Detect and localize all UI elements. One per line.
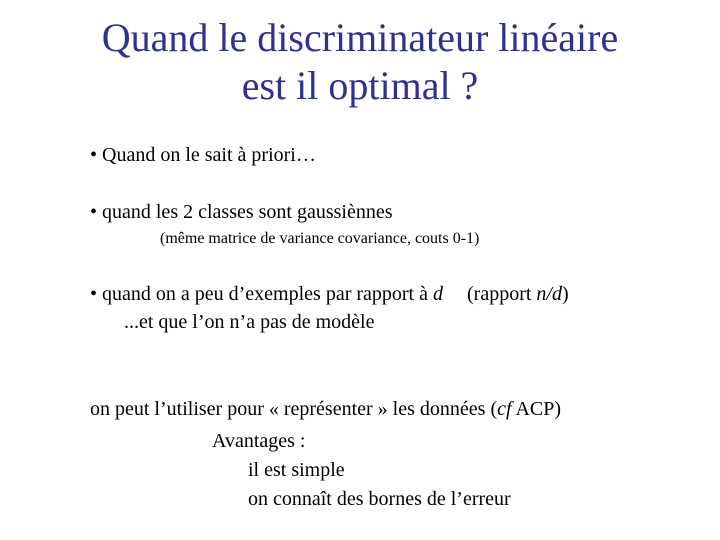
bullet-no-model: ...et que l’on n’a pas de modèle: [124, 311, 375, 333]
usage-cf: cf: [497, 398, 512, 420]
dimension-d: d: [433, 283, 443, 305]
bullet-gaussian-classes: • quand les 2 classes sont gaussiènnes: [90, 201, 393, 223]
bullet-few-examples: [90, 281, 569, 307]
title-line-2: est il optimal ?: [241, 63, 479, 108]
usage-text: on peut l’utiliser pour « représenter » les données (: [90, 398, 498, 420]
advantage-error-bounds: on connaît des bornes de l’erreur: [248, 488, 511, 510]
bullet-gaussian-note: (même matrice de variance covariance, couts 0-1): [160, 230, 480, 247]
ratio-open: (rapport: [467, 283, 537, 305]
ratio-close: ): [561, 283, 569, 305]
bullet-prior-knowledge: • Quand on le sait à priori…: [90, 144, 316, 166]
slide-title: [0, 14, 720, 110]
usage-acp: ACP): [511, 398, 562, 420]
bullet-few-examples-text: • quand on a peu d’exemples par rapport à: [90, 283, 433, 305]
usage-line: [90, 396, 561, 422]
ratio-nd: n/d: [536, 283, 562, 305]
advantage-simple: il est simple: [248, 459, 345, 481]
title-line-1: Quand le discriminateur linéaire: [101, 15, 619, 60]
advantages-title: Avantages :: [212, 430, 306, 452]
